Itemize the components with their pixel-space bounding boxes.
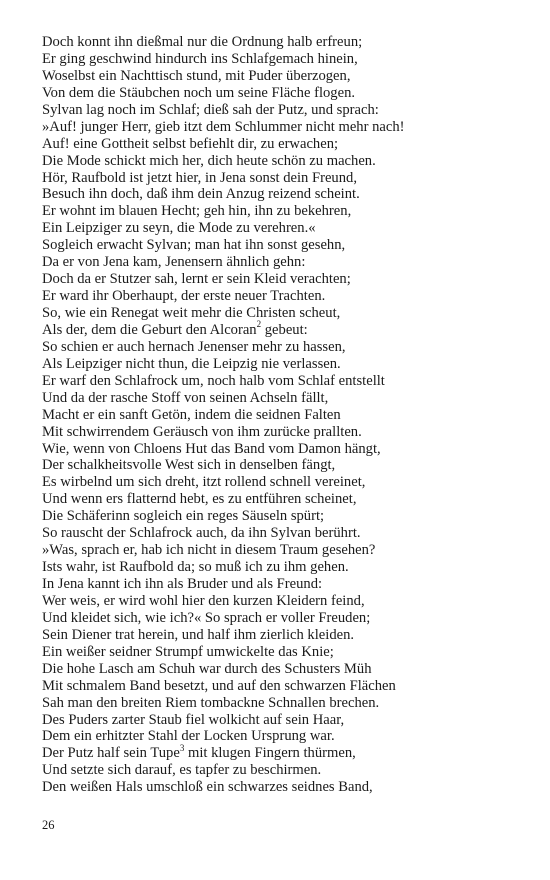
poem-line-15: Doch da er Stutzer sah, lernt er sein Kleid verachten; <box>42 271 351 288</box>
footnote-mark[interactable]: 3 <box>179 742 185 753</box>
poem-line-19: So schien er auch hernach Jenenser mehr zu hassen, <box>42 338 346 355</box>
poem-line-43-tail: mit klugen Fingern thürmen, <box>184 745 356 762</box>
poem-line-31: »Was, sprach er, hab ich nicht in diesem Traum gesehen? <box>42 542 376 559</box>
poem-line-44: Und setzte sich darauf, es tapfer zu beschirmen. <box>42 762 322 779</box>
poem-line-40: Sah man den breiten Riem tombackne Schnallen brechen. <box>42 694 380 711</box>
page-number: 26 <box>42 818 55 832</box>
poem-line-11: Er wohnt im blauen Hecht; geh hin, ihn zu bekehren, <box>42 203 352 220</box>
poem-line-20: Als Leipziger nicht thun, die Leipzig nie verlassen. <box>42 355 341 372</box>
poem-line-39: Mit schmalem Band besetzt, und auf den schwarzen Flächen <box>42 677 396 694</box>
poem-line-6: »Auf! junger Herr, gieb itzt dem Schlummer nicht mehr nach! <box>42 118 405 135</box>
poem-line-43 <box>42 742 512 762</box>
poem-line-10: Besuch ihn doch, daß ihm dein Anzug reizend scheint. <box>42 186 360 203</box>
poem-line-9: Hör, Raufbold ist jetzt hier, in Jena sonst dein Freund, <box>42 169 357 186</box>
poem-line-12: Ein Leipziger zu seyn, die Mode zu verehren.« <box>42 220 316 237</box>
poem-line-3: Woselbst ein Nachttisch stund, mit Puder überzogen, <box>42 67 351 84</box>
poem-line-24: Mit schwirrendem Geräusch von ihm zurücke prallten. <box>42 423 362 440</box>
poem-line-16: Er ward ihr Oberhaupt, der erste neuer Trachten. <box>42 288 326 305</box>
poem-line-23: Macht er ein sanft Getön, indem die seidnen Falten <box>42 406 341 423</box>
poem-line-27: Es wirbelnd um sich dreht, itzt rollend schnell vereinet, <box>42 474 366 491</box>
poem-line-21: Er warf den Schlafrock um, noch halb vom Schlaf entstellt <box>42 372 385 389</box>
poem-line-1: Doch konnt ihn dießmal nur die Ordnung halb erfreun; <box>42 34 363 50</box>
poem-line-8: Die Mode schickt mich her, dich heute schön zu machen. <box>42 152 376 169</box>
poem-line-18-tail: gebeut: <box>261 321 308 338</box>
footnote-mark[interactable]: 2 <box>256 319 262 330</box>
poem-line-45: Den weißen Hals umschloß ein schwarzes seidnes Band, <box>42 779 373 796</box>
poem-line-29: Die Schäferinn sogleich ein reges Säuseln spürt; <box>42 508 325 525</box>
poem-line-2: Er ging geschwind hindurch ins Schlafgemach hinein, <box>42 50 358 67</box>
poem-line-18-text: Als der, dem die Geburt den Alcoran <box>42 321 257 338</box>
poem-line-5: Sylvan lag noch im Schlaf; dieß sah der Putz, und sprach: <box>42 101 379 118</box>
poem-line-33: In Jena kannt ich ihn als Bruder und als Freund: <box>42 576 323 592</box>
poem-line-30: So rauscht der Schlafrock auch, da ihn Sylvan berührt. <box>42 525 361 542</box>
poem-line-26: Der schalkheitsvolle West sich in denselben fängt, <box>42 457 336 474</box>
poem-line-17: So, wie ein Renegat weit mehr die Christen scheut, <box>42 305 341 321</box>
poem-line-42: Dem ein erhitzter Stahl der Locken Ursprung war. <box>42 728 335 745</box>
poem-line-41: Des Puders zarter Staub fiel wolkicht auf sein Haar, <box>42 711 345 728</box>
poem-line-38: Die hohe Lasch am Schuh war durch des Schusters Müh <box>42 660 372 677</box>
poem-line-35: Und kleidet sich, wie ich?« So sprach er voller Freuden; <box>42 609 371 626</box>
poem-line-7: Auf! eine Gottheit selbst befiehlt dir, zu erwachen; <box>42 135 339 152</box>
poem-text <box>42 34 512 796</box>
poem-line-32: Ists wahr, ist Raufbold da; so muß ich zu ihm gehen. <box>42 559 349 576</box>
poem-line-18 <box>42 319 512 339</box>
poem-line-36: Sein Diener trat herein, und half ihm zierlich kleiden. <box>42 626 355 643</box>
poem-line-25: Wie, wenn von Chloens Hut das Band vom Damon hängt, <box>42 440 381 457</box>
poem-line-14: Da er von Jena kam, Jenensern ähnlich gehn: <box>42 254 306 271</box>
poem-line-28: Und wenn ers flatternd hebt, es zu entführen scheinet, <box>42 491 357 508</box>
poem-line-34: Wer weis, er wird wohl hier den kurzen Kleidern feind, <box>42 592 365 609</box>
poem-line-4: Von dem die Stäubchen noch um seine Fläche flogen. <box>42 84 356 101</box>
poem-line-43-text: Der Putz half sein Tupe <box>42 745 180 762</box>
poem-line-37: Ein weißer seidner Strumpf umwickelte das Knie; <box>42 643 334 660</box>
poem-line-22: Und da der rasche Stoff von seinen Achseln fällt, <box>42 389 329 406</box>
poem-line-13: Sogleich erwacht Sylvan; man hat ihn sonst gesehn, <box>42 237 346 254</box>
